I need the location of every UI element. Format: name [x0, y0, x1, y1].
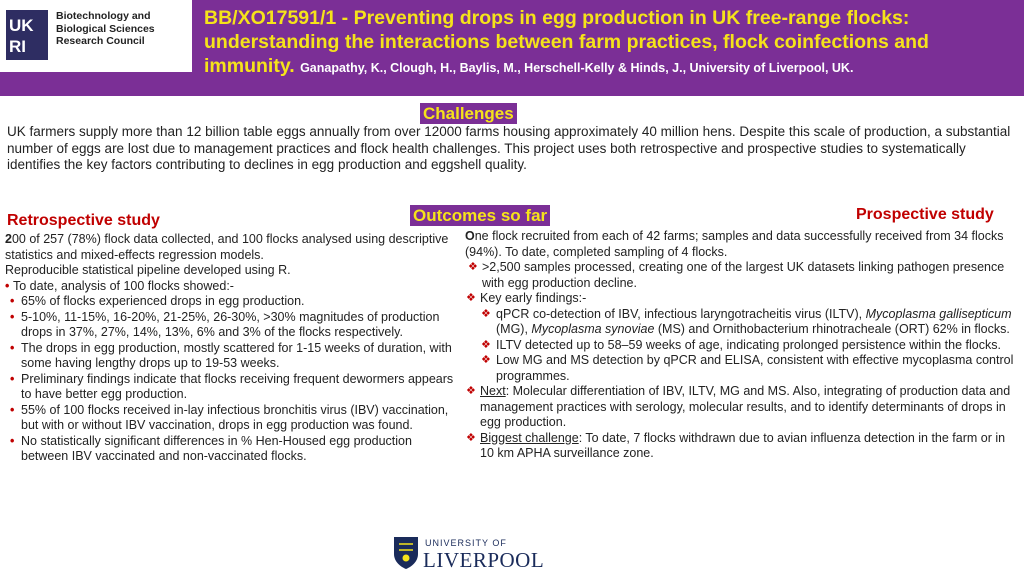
- list-item: [465, 338, 1015, 354]
- list-item: [465, 260, 1015, 291]
- bullet-text: The drops in egg production, mostly scattered for 1-15 weeks of duration, with some having lengthy drops up to 19-53 weeks.: [21, 340, 452, 370]
- uol-name: LIVERPOOL: [423, 548, 545, 572]
- bullet-text: 5-10%, 11-15%, 16-20%, 21-25%, 26-30%, >30% magnitudes of production drops in 37%, 27%, 14%, 13%, 6% and 3% of the flocks respectively.: [21, 309, 440, 339]
- list-item: [5, 294, 460, 310]
- list-item: [5, 341, 460, 372]
- diamond-bullet-icon: ❖: [481, 354, 491, 366]
- bullet-icon: •: [10, 433, 15, 448]
- bullet-text: 65% of flocks experienced drops in egg production.: [21, 294, 305, 308]
- samples-text: >2,500 samples processed, creating one of the largest UK datasets linking pathogen presence with egg production decline.: [482, 260, 1005, 290]
- list-item: [5, 279, 460, 295]
- prosp-intro-initial: O: [465, 229, 475, 243]
- poster-title: [204, 6, 1016, 80]
- key-findings-label: Key early findings:-: [480, 291, 587, 305]
- retro-analysis: To date, analysis of 100 flocks showed:-: [13, 278, 234, 293]
- list-item: [465, 384, 1015, 431]
- ms-species: Mycoplasma synoviae: [531, 322, 655, 336]
- finding-text: Low MG and MS detection by qPCR and ELISA, consistent with effective mycoplasma control programmes.: [496, 353, 1014, 383]
- bbsrc-line: Biological Sciences: [56, 22, 155, 35]
- list-item: [465, 353, 1015, 384]
- finding-text: (MG),: [496, 322, 532, 336]
- uol-top-text: UNIVERSITY OF: [425, 538, 507, 548]
- challenges-heading: Challenges: [420, 103, 517, 124]
- retro-list: [5, 279, 460, 465]
- challenge-text: : To date, 7 flocks withdrawn due to avian influenza detection in the farm or in 10 km APHA surveillance zone.: [480, 430, 1006, 460]
- university-liverpool-logo: [393, 536, 543, 574]
- prospective-column: [465, 229, 1015, 462]
- bullet-text: Preliminary findings indicate that flocks receiving frequent dewormers appears to have better egg production.: [21, 371, 454, 401]
- retro-pipeline: Reproducible statistical pipeline developed using R.: [5, 263, 291, 277]
- list-item: [465, 307, 1015, 338]
- outcomes-heading: Outcomes so far: [410, 205, 550, 226]
- bullet-text: 55% of 100 flocks received in-lay infectious bronchitis virus (IBV) vaccination, but with or without IBV vaccination, drops in egg production was found.: [21, 402, 449, 432]
- challenges-text: UK farmers supply more than 12 billion table eggs annually from over 12000 farms housing approximately 40 million hens. Despite this scale of production, a substantial number of eggs are lost due to management practices and flock health challenges. This project uses both retrospective and prospective studies to systematically identifies the key factors contributing to declines in egg production and eggshell quality.: [7, 124, 1011, 172]
- retro-intro-text: 00 of 257 (78%) flock data collected, and 100 flocks analysed using descriptive statistics and mixed-effects regression models.: [5, 232, 449, 262]
- list-item: [465, 431, 1015, 462]
- next-label: Next: [480, 384, 506, 398]
- bullet-icon: •: [10, 402, 15, 417]
- bbsrc-line: Research Council: [56, 35, 145, 47]
- finding-text: qPCR co-detection of IBV, infectious laryngotracheitis virus (ILTV),: [496, 306, 866, 321]
- ukri-logo-mark: [6, 10, 48, 60]
- retrospective-heading: Retrospective study: [7, 212, 160, 229]
- diamond-bullet-icon: ❖: [481, 338, 491, 351]
- header-banner: [0, 0, 1024, 96]
- next-text: : Molecular differentiation of IBV, ILTV, MG and MS. Also, integrating of production data and management practices with serology, molecular results, and to identify determinants of drops in egg production.: [480, 384, 1011, 429]
- ukri-bbsrc-logo: [0, 0, 192, 72]
- prosp-intro-text: ne flock recruited from each of 42 farms; samples and data successfully received from 34 flocks (94%). To date, completed sampling of 4 flocks.: [465, 229, 1004, 259]
- diamond-bullet-icon: ❖: [466, 385, 476, 397]
- bullet-icon: •: [10, 309, 15, 324]
- diamond-bullet-icon: ❖: [468, 261, 478, 273]
- bullet-icon: •: [10, 340, 15, 355]
- svg-text:UK: UK: [9, 16, 34, 35]
- retro-intro: [5, 232, 460, 263]
- bullet-icon: •: [10, 294, 15, 308]
- diamond-bullet-icon: ❖: [466, 431, 476, 444]
- diamond-bullet-icon: ❖: [481, 307, 491, 320]
- retro-intro-initial: 2: [5, 232, 12, 246]
- list-item: [5, 310, 460, 341]
- svg-text:RI: RI: [9, 37, 26, 56]
- crest-icon: [393, 536, 419, 570]
- diamond-bullet-icon: ❖: [466, 292, 476, 304]
- finding-text: (MS) and Ornithobacterium rhinotracheale (ORT) 62% in flocks.: [654, 322, 1010, 336]
- bbsrc-line: Biotechnology and: [56, 10, 151, 22]
- authors: Ganapathy, K., Clough, H., Baylis, M., Herschell-Kelly & Hinds, J., University of Liverpool, UK.: [300, 61, 854, 75]
- bullet-icon: •: [10, 371, 15, 386]
- title-text: BB/XO17591/1 - Preventing drops in egg production in UK free-range flocks: understanding the interactions between farm practices, flock coinfections and immunity.: [204, 7, 929, 77]
- finding-text: ILTV detected up to 58–59 weeks of age, indicating prolonged persistence within the flocks.: [496, 337, 1001, 352]
- list-item: [5, 434, 460, 465]
- prosp-intro: [465, 229, 1015, 260]
- prospective-heading: Prospective study: [856, 206, 994, 223]
- bbsrc-name: [56, 10, 155, 48]
- list-item: [5, 403, 460, 434]
- bullet-text: No statistically significant differences in % Hen-Housed egg production between IBV vaccinated and non-vaccinated flocks.: [21, 433, 412, 463]
- list-item: [5, 372, 460, 403]
- mg-species: Mycoplasma gallisepticum: [865, 306, 1012, 321]
- challenge-label: Biggest challenge: [480, 430, 579, 445]
- bullet-icon: •: [5, 278, 10, 293]
- retrospective-column: [5, 232, 460, 465]
- list-item: [465, 291, 1015, 307]
